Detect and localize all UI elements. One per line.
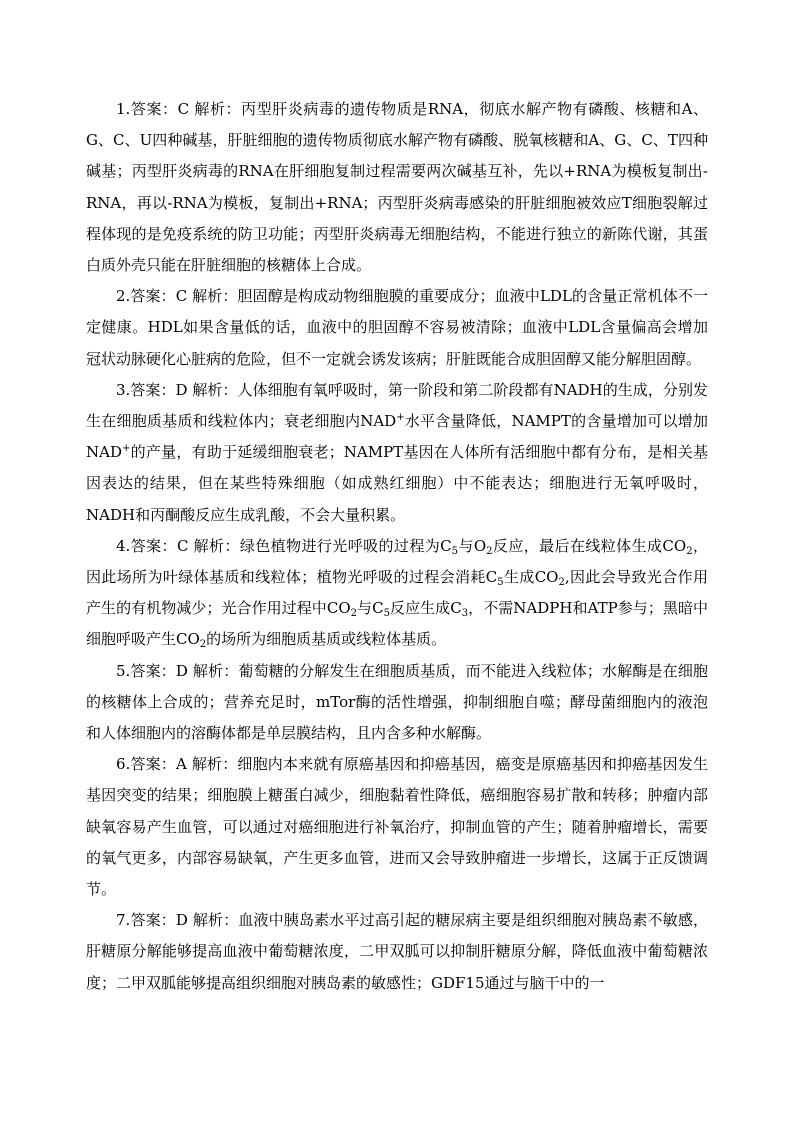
explanation-text: 反应，最后在线粒体生成CO — [492, 536, 687, 555]
explanation-text: 血液中胰岛素水平过高引起的糖尿病主要是组织细胞对胰岛素不敏感，肝糖原分解能够提高血液中葡萄糖浓度，二甲双胍可以抑制肝糖原分解，降低血液中葡萄糖浓度；二甲双胍能够提高组织细胞对胰岛素的敏感性；GDF15通过与脑干中的一 — [86, 911, 708, 992]
answer-2 — [86, 281, 708, 375]
answer-7 — [86, 905, 708, 999]
answer-4 — [86, 531, 708, 656]
explanation-text: ，因此场所为叶绿体基质和线粒体；植物光呼吸的过程会消耗C — [86, 536, 708, 587]
answer-label: 5.答案：D 解析： — [116, 661, 239, 680]
formula-subscript: 5 — [383, 608, 390, 620]
explanation-text: 反应生成C — [389, 599, 462, 618]
explanation-text: ,因此会导致光合作用产生的有机物减少；光合作用过程中CO — [86, 568, 708, 618]
explanation-text: 丙型肝炎病毒的遗传物质是RNA，彻底水解产物有磷酸、核糖和A、G、C、U四种碱基，肝脏细胞的遗传物质彻底水解产物有磷酸、脱氧核糖和A、G、C、T四种碱基；丙型肝炎病毒的RNA在肝细胞复制过程需要两次碱基互补，先以+RNA为模板复制出-RNA，再以-RNA为模板，复制出+RNA；丙型肝炎病毒感染的肝脏细胞被效应T细胞裂解过程体现的是免疫系统的防卫功能；丙型肝炎病毒无细胞结构，不能进行独立的新陈代谢，其蛋白质外壳只能在肝脏细胞的核糖体上合成。 — [86, 100, 708, 275]
explanation-text: 胆固醇是构成动物细胞膜的重要成分；血液中LDL的含量正常机体不一定健康。HDL如果含量低的话，血液中的胆固醇不容易被清除；血液中LDL含量偏高会增加冠状动脉硬化心脏病的危险，但不一定就会诱发该病；肝脏既能合成胆固醇又能分解胆固醇。 — [86, 287, 708, 368]
explanation-text: 的场所为细胞质基质或线粒体基质。 — [206, 630, 447, 649]
formula-subscript: 2 — [199, 639, 207, 651]
answer-5 — [86, 656, 708, 750]
explanation-text: 的产量，有助于延缓细胞衰老；NAMPT基因在人体所有活细胞中都有分布，是相关基因表达的结果，但在某些特殊细胞（如成熟红细胞）中不能表达；细胞进行无氧呼吸时，NADH和丙酮酸反应生成乳酸，不会大量积累。 — [86, 443, 708, 524]
formula-subscript: 5 — [451, 545, 458, 557]
answer-label: 2.答案：C 解析： — [116, 287, 238, 306]
formula-subscript: 3 — [461, 608, 469, 620]
formula-subscript: 2 — [486, 545, 493, 557]
explanation-text: ，不需NADPH和ATP参与；黑暗中细胞呼吸产生CO — [86, 599, 708, 649]
formula-subscript: 2 — [686, 545, 693, 557]
explanation-text: 与O — [458, 536, 487, 555]
explanation-text: 细胞内本来就有原癌基因和抑癌基因，癌变是原癌基因和抑癌基因发生基因突变的结果；细胞膜上糖蛋白减少，细胞黏着性降低，癌细胞容易扩散和转移；肿瘤内部缺氧容易产生血管，可以通过对癌细胞进行补氧治疗，抑制血管的产生；随着肿瘤增长，需要的氧气更多，内部容易缺氧，产生更多血管，进而又会导致肿瘤进一步增长，这属于正反馈调节。 — [86, 755, 708, 899]
answer-label: 6.答案：A 解析： — [116, 755, 238, 774]
formula-supscript: + — [121, 443, 131, 455]
formula-supscript: + — [396, 412, 405, 424]
answer-1 — [86, 94, 708, 281]
explanation-text: 人体细胞有氧呼吸时，第一阶段和第二阶段都有NADH的生成，分别发生在细胞质基质和线粒体内；衰老细胞内NAD — [86, 380, 708, 431]
formula-subscript: 2 — [558, 577, 565, 589]
explanation-text: 葡萄糖的分解发生在细胞质基质，而不能进入线粒体；水解酶是在细胞的核糖体上合成的；营养充足时，mTor酶的活性增强，抑制细胞自噬；酵母菌细胞内的液泡和人体细胞内的溶酶体都是单层膜结构，且内含多种水解酶。 — [86, 661, 708, 743]
answer-label: 1.答案：C 解析： — [116, 100, 242, 118]
answer-label: 3.答案：D 解析： — [116, 380, 238, 399]
formula-subscript: 5 — [497, 577, 504, 589]
explanation-text: 绿色植物进行光呼吸的过程为C — [239, 536, 452, 555]
answer-3 — [86, 375, 708, 531]
formula-subscript: 2 — [350, 608, 357, 620]
explanation-text: 生成CO — [503, 568, 559, 587]
answer-label: 4.答案：C 解析： — [116, 536, 240, 555]
explanation-text: 与C — [357, 599, 384, 618]
answer-6 — [86, 749, 708, 905]
answer-label: 7.答案：D 解析： — [116, 911, 239, 930]
explanation-text: 水平含量降低，NAMPT的含量增加可以增加NAD — [86, 412, 708, 462]
